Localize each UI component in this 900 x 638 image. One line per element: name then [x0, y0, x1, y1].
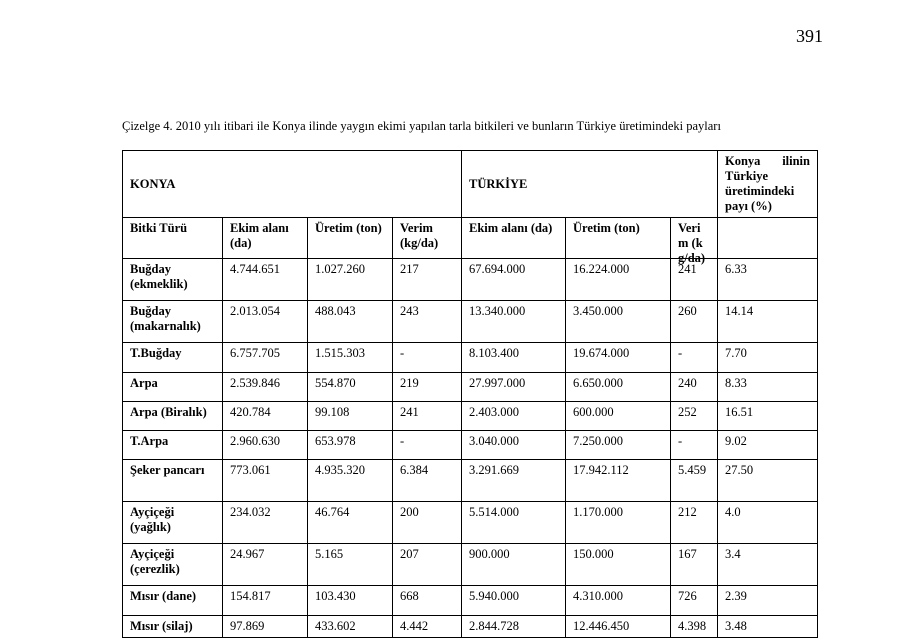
row-name: Ayçiçeği (yağlık) — [123, 502, 223, 544]
cell-verim-konya: - — [393, 431, 462, 460]
cell-pay: 6.33 — [718, 259, 818, 301]
table-row — [123, 616, 818, 638]
cell-verim-konya: 200 — [393, 502, 462, 544]
col-uretim-konya: Üretim (ton) — [308, 218, 393, 259]
col-bitki-turu: Bitki Türü — [123, 218, 223, 259]
cell-verim-turkiye: 726 — [671, 586, 718, 616]
cell-ekim-konya: 4.744.651 — [223, 259, 308, 301]
row-name: Şeker pancarı — [123, 460, 223, 502]
cell-uretim-konya: 1.027.260 — [308, 259, 393, 301]
cell-ekim-konya: 420.784 — [223, 402, 308, 431]
cell-ekim-turkiye: 2.844.728 — [462, 616, 566, 638]
cell-verim-konya: 217 — [393, 259, 462, 301]
cell-ekim-turkiye: 3.291.669 — [462, 460, 566, 502]
cell-uretim-konya: 99.108 — [308, 402, 393, 431]
cell-verim-konya: 219 — [393, 373, 462, 402]
turkiye-header: TÜRKİYE — [462, 151, 718, 218]
cell-uretim-konya: 433.602 — [308, 616, 393, 638]
cell-ekim-turkiye: 67.694.000 — [462, 259, 566, 301]
cell-pay: 9.02 — [718, 431, 818, 460]
cell-uretim-turkiye: 150.000 — [566, 544, 671, 586]
col-verim-konya: Verim (kg/da) — [393, 218, 462, 259]
cell-verim-turkiye: 260 — [671, 301, 718, 343]
row-name: Arpa (Biralık) — [123, 402, 223, 431]
cell-uretim-konya: 4.935.320 — [308, 460, 393, 502]
konya-header: KONYA — [123, 151, 462, 218]
cell-pay: 16.51 — [718, 402, 818, 431]
cell-ekim-turkiye: 27.997.000 — [462, 373, 566, 402]
col-uretim-turkiye: Üretim (ton) — [566, 218, 671, 259]
cell-ekim-konya: 2.960.630 — [223, 431, 308, 460]
cell-ekim-konya: 97.869 — [223, 616, 308, 638]
cell-verim-konya: 243 — [393, 301, 462, 343]
page-number: 391 — [796, 26, 823, 46]
row-name: Buğday (makarnalık) — [123, 301, 223, 343]
cell-uretim-konya: 554.870 — [308, 373, 393, 402]
row-name: Mısır (silaj) — [123, 616, 223, 638]
cell-uretim-turkiye: 4.310.000 — [566, 586, 671, 616]
cell-ekim-konya: 773.061 — [223, 460, 308, 502]
cell-uretim-konya: 5.165 — [308, 544, 393, 586]
col-share-empty — [718, 218, 818, 259]
cell-ekim-turkiye: 13.340.000 — [462, 301, 566, 343]
cell-verim-konya: 6.384 — [393, 460, 462, 502]
table-row — [123, 460, 818, 502]
cell-verim-turkiye: 212 — [671, 502, 718, 544]
cell-pay: 14.14 — [718, 301, 818, 343]
cell-ekim-turkiye: 5.940.000 — [462, 586, 566, 616]
cell-uretim-turkiye: 16.224.000 — [566, 259, 671, 301]
table-row — [123, 373, 818, 402]
col-verim-turkiye-label: Verim (kg/da) — [678, 221, 706, 265]
cell-uretim-turkiye: 1.170.000 — [566, 502, 671, 544]
cell-ekim-konya: 154.817 — [223, 586, 308, 616]
cell-pay: 3.48 — [718, 616, 818, 638]
cell-uretim-turkiye: 3.450.000 — [566, 301, 671, 343]
cell-verim-turkiye: 252 — [671, 402, 718, 431]
cell-uretim-turkiye: 19.674.000 — [566, 343, 671, 373]
cell-verim-konya: 207 — [393, 544, 462, 586]
col-ekim-alani-konya: Ekim alanı (da) — [223, 218, 308, 259]
table-row — [123, 301, 818, 343]
cell-ekim-turkiye: 5.514.000 — [462, 502, 566, 544]
cell-pay: 7.70 — [718, 343, 818, 373]
cell-ekim-turkiye: 8.103.400 — [462, 343, 566, 373]
cell-verim-turkiye: - — [671, 343, 718, 373]
cell-uretim-konya: 103.430 — [308, 586, 393, 616]
table-row — [123, 502, 818, 544]
row-name: Mısır (dane) — [123, 586, 223, 616]
cell-pay: 4.0 — [718, 502, 818, 544]
cell-ekim-konya: 2.539.846 — [223, 373, 308, 402]
cell-ekim-konya: 6.757.705 — [223, 343, 308, 373]
table-row — [123, 343, 818, 373]
cell-uretim-konya: 1.515.303 — [308, 343, 393, 373]
col-verim-turkiye — [671, 218, 718, 265]
cell-ekim-turkiye: 900.000 — [462, 544, 566, 586]
cell-verim-turkiye: 240 — [671, 373, 718, 402]
cell-ekim-konya: 234.032 — [223, 502, 308, 544]
cell-uretim-konya: 653.978 — [308, 431, 393, 460]
cell-ekim-turkiye: 3.040.000 — [462, 431, 566, 460]
table-row — [123, 259, 818, 301]
cell-verim-konya: 241 — [393, 402, 462, 431]
table-row — [123, 431, 818, 460]
cell-uretim-turkiye: 12.446.450 — [566, 616, 671, 638]
table-row — [123, 402, 818, 431]
crop-production-table — [122, 150, 818, 638]
cell-uretim-turkiye: 6.650.000 — [566, 373, 671, 402]
table-row — [123, 544, 818, 586]
cell-pay: 27.50 — [718, 460, 818, 502]
cell-verim-turkiye: 5.459 — [671, 460, 718, 502]
cell-verim-turkiye: 4.398 — [671, 616, 718, 638]
cell-pay: 2.39 — [718, 586, 818, 616]
cell-uretim-turkiye: 17.942.112 — [566, 460, 671, 502]
table-caption: Çizelge 4. 2010 yılı itibari ile Konya ilinde yaygın ekimi yapılan tarla bitkileri ve bunların Türkiye üretimindeki payları — [122, 119, 721, 133]
cell-verim-turkiye: - — [671, 431, 718, 460]
cell-ekim-turkiye: 2.403.000 — [462, 402, 566, 431]
cell-pay: 3.4 — [718, 544, 818, 586]
cell-verim-konya: - — [393, 343, 462, 373]
cell-ekim-konya: 2.013.054 — [223, 301, 308, 343]
row-name: Ayçiçeği (çerezlik) — [123, 544, 223, 586]
col-ekim-alani-turkiye: Ekim alanı (da) — [462, 218, 566, 259]
cell-verim-turkiye: 241 — [671, 259, 718, 301]
row-name: T.Buğday — [123, 343, 223, 373]
table-row — [123, 586, 818, 616]
row-name: Arpa — [123, 373, 223, 402]
cell-uretim-turkiye: 600.000 — [566, 402, 671, 431]
row-name: T.Arpa — [123, 431, 223, 460]
cell-verim-konya: 4.442 — [393, 616, 462, 638]
share-header: Konya ilinin Türkiye üretimindeki payı (%) — [718, 151, 818, 218]
cell-pay: 8.33 — [718, 373, 818, 402]
cell-verim-turkiye: 167 — [671, 544, 718, 586]
row-name: Buğday (ekmeklik) — [123, 259, 223, 301]
cell-verim-konya: 668 — [393, 586, 462, 616]
cell-uretim-konya: 488.043 — [308, 301, 393, 343]
cell-ekim-konya: 24.967 — [223, 544, 308, 586]
cell-uretim-konya: 46.764 — [308, 502, 393, 544]
cell-uretim-turkiye: 7.250.000 — [566, 431, 671, 460]
